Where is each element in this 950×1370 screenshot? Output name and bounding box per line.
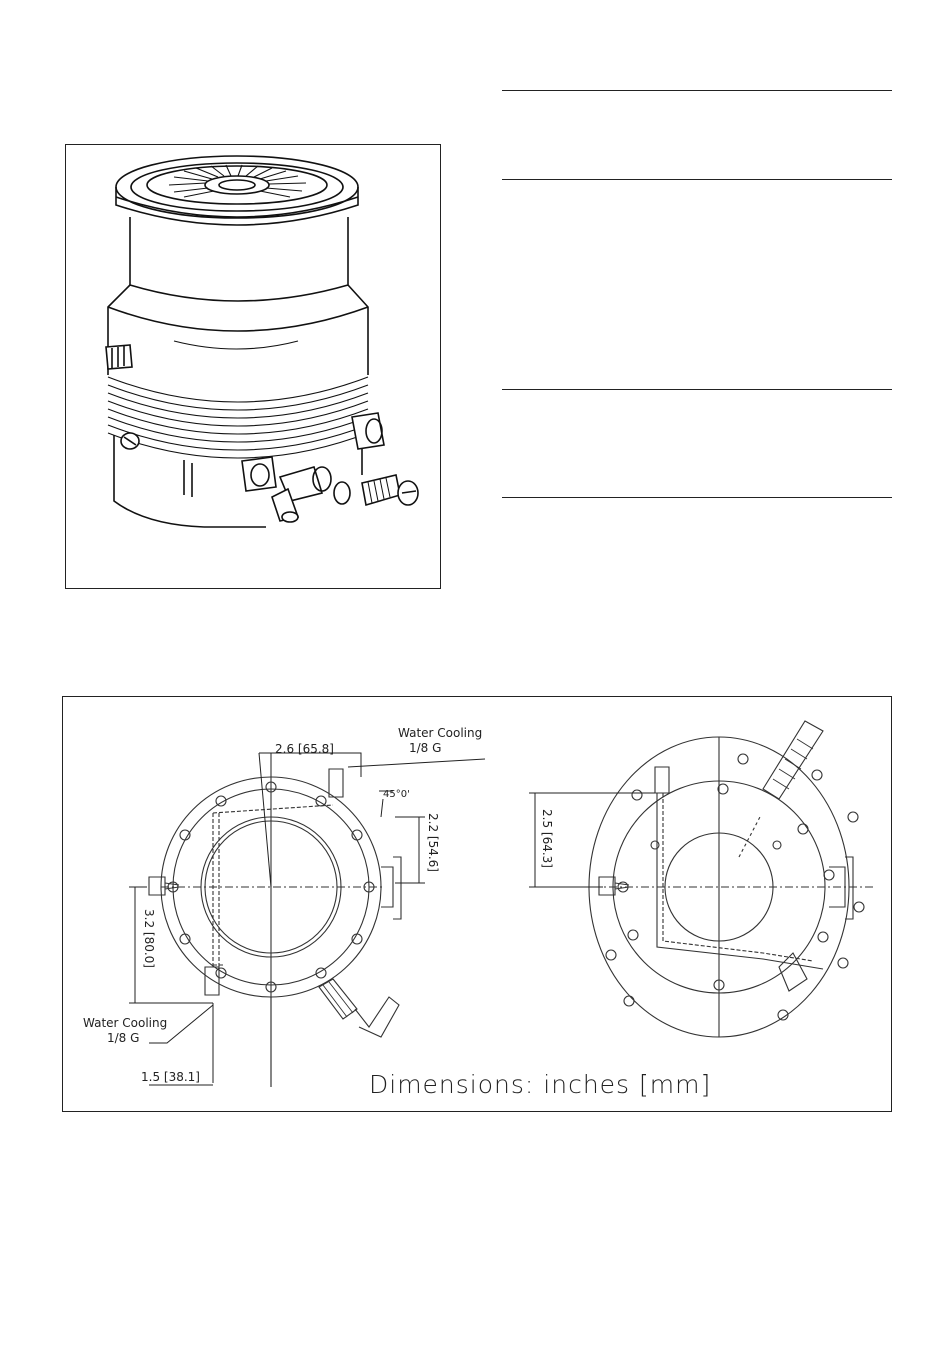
- dim-bottom-width-label: 1.5 [38.1]: [141, 1070, 200, 1084]
- water-cooling-bottom-line1: Water Cooling: [83, 1016, 168, 1030]
- section-rule-1: [502, 90, 892, 91]
- dimension-drawing-panel: [62, 696, 892, 1112]
- water-cooling-top-line1: Water Cooling: [398, 726, 483, 740]
- left-view: [149, 753, 401, 1087]
- dim-view2-height-label: 2.5 [64.3]: [540, 809, 554, 868]
- dim-right-height-label: 2.2 [54.6]: [426, 813, 440, 872]
- left-view-dimensions: [129, 753, 485, 1087]
- section-rule-3: [502, 389, 892, 390]
- dim-angle-label: 45°0': [383, 789, 410, 800]
- units-caption: Dimensions: inches [mm]: [369, 1070, 712, 1099]
- dim-top-width-label: 2.6 [65.8]: [275, 742, 334, 756]
- water-cooling-top-line2: 1/8 G: [409, 741, 442, 755]
- water-cooling-bottom-line2: 1/8 G: [107, 1031, 140, 1045]
- section-rule-2: [502, 179, 892, 180]
- pump-illustration-panel: [65, 144, 441, 589]
- dim-left-height-label: 3.2 [80.0]: [142, 909, 156, 968]
- right-view: [589, 721, 873, 1037]
- dimension-drawing: [63, 697, 890, 1110]
- turbo-pump-illustration: [66, 145, 439, 587]
- section-rule-4: [502, 497, 892, 498]
